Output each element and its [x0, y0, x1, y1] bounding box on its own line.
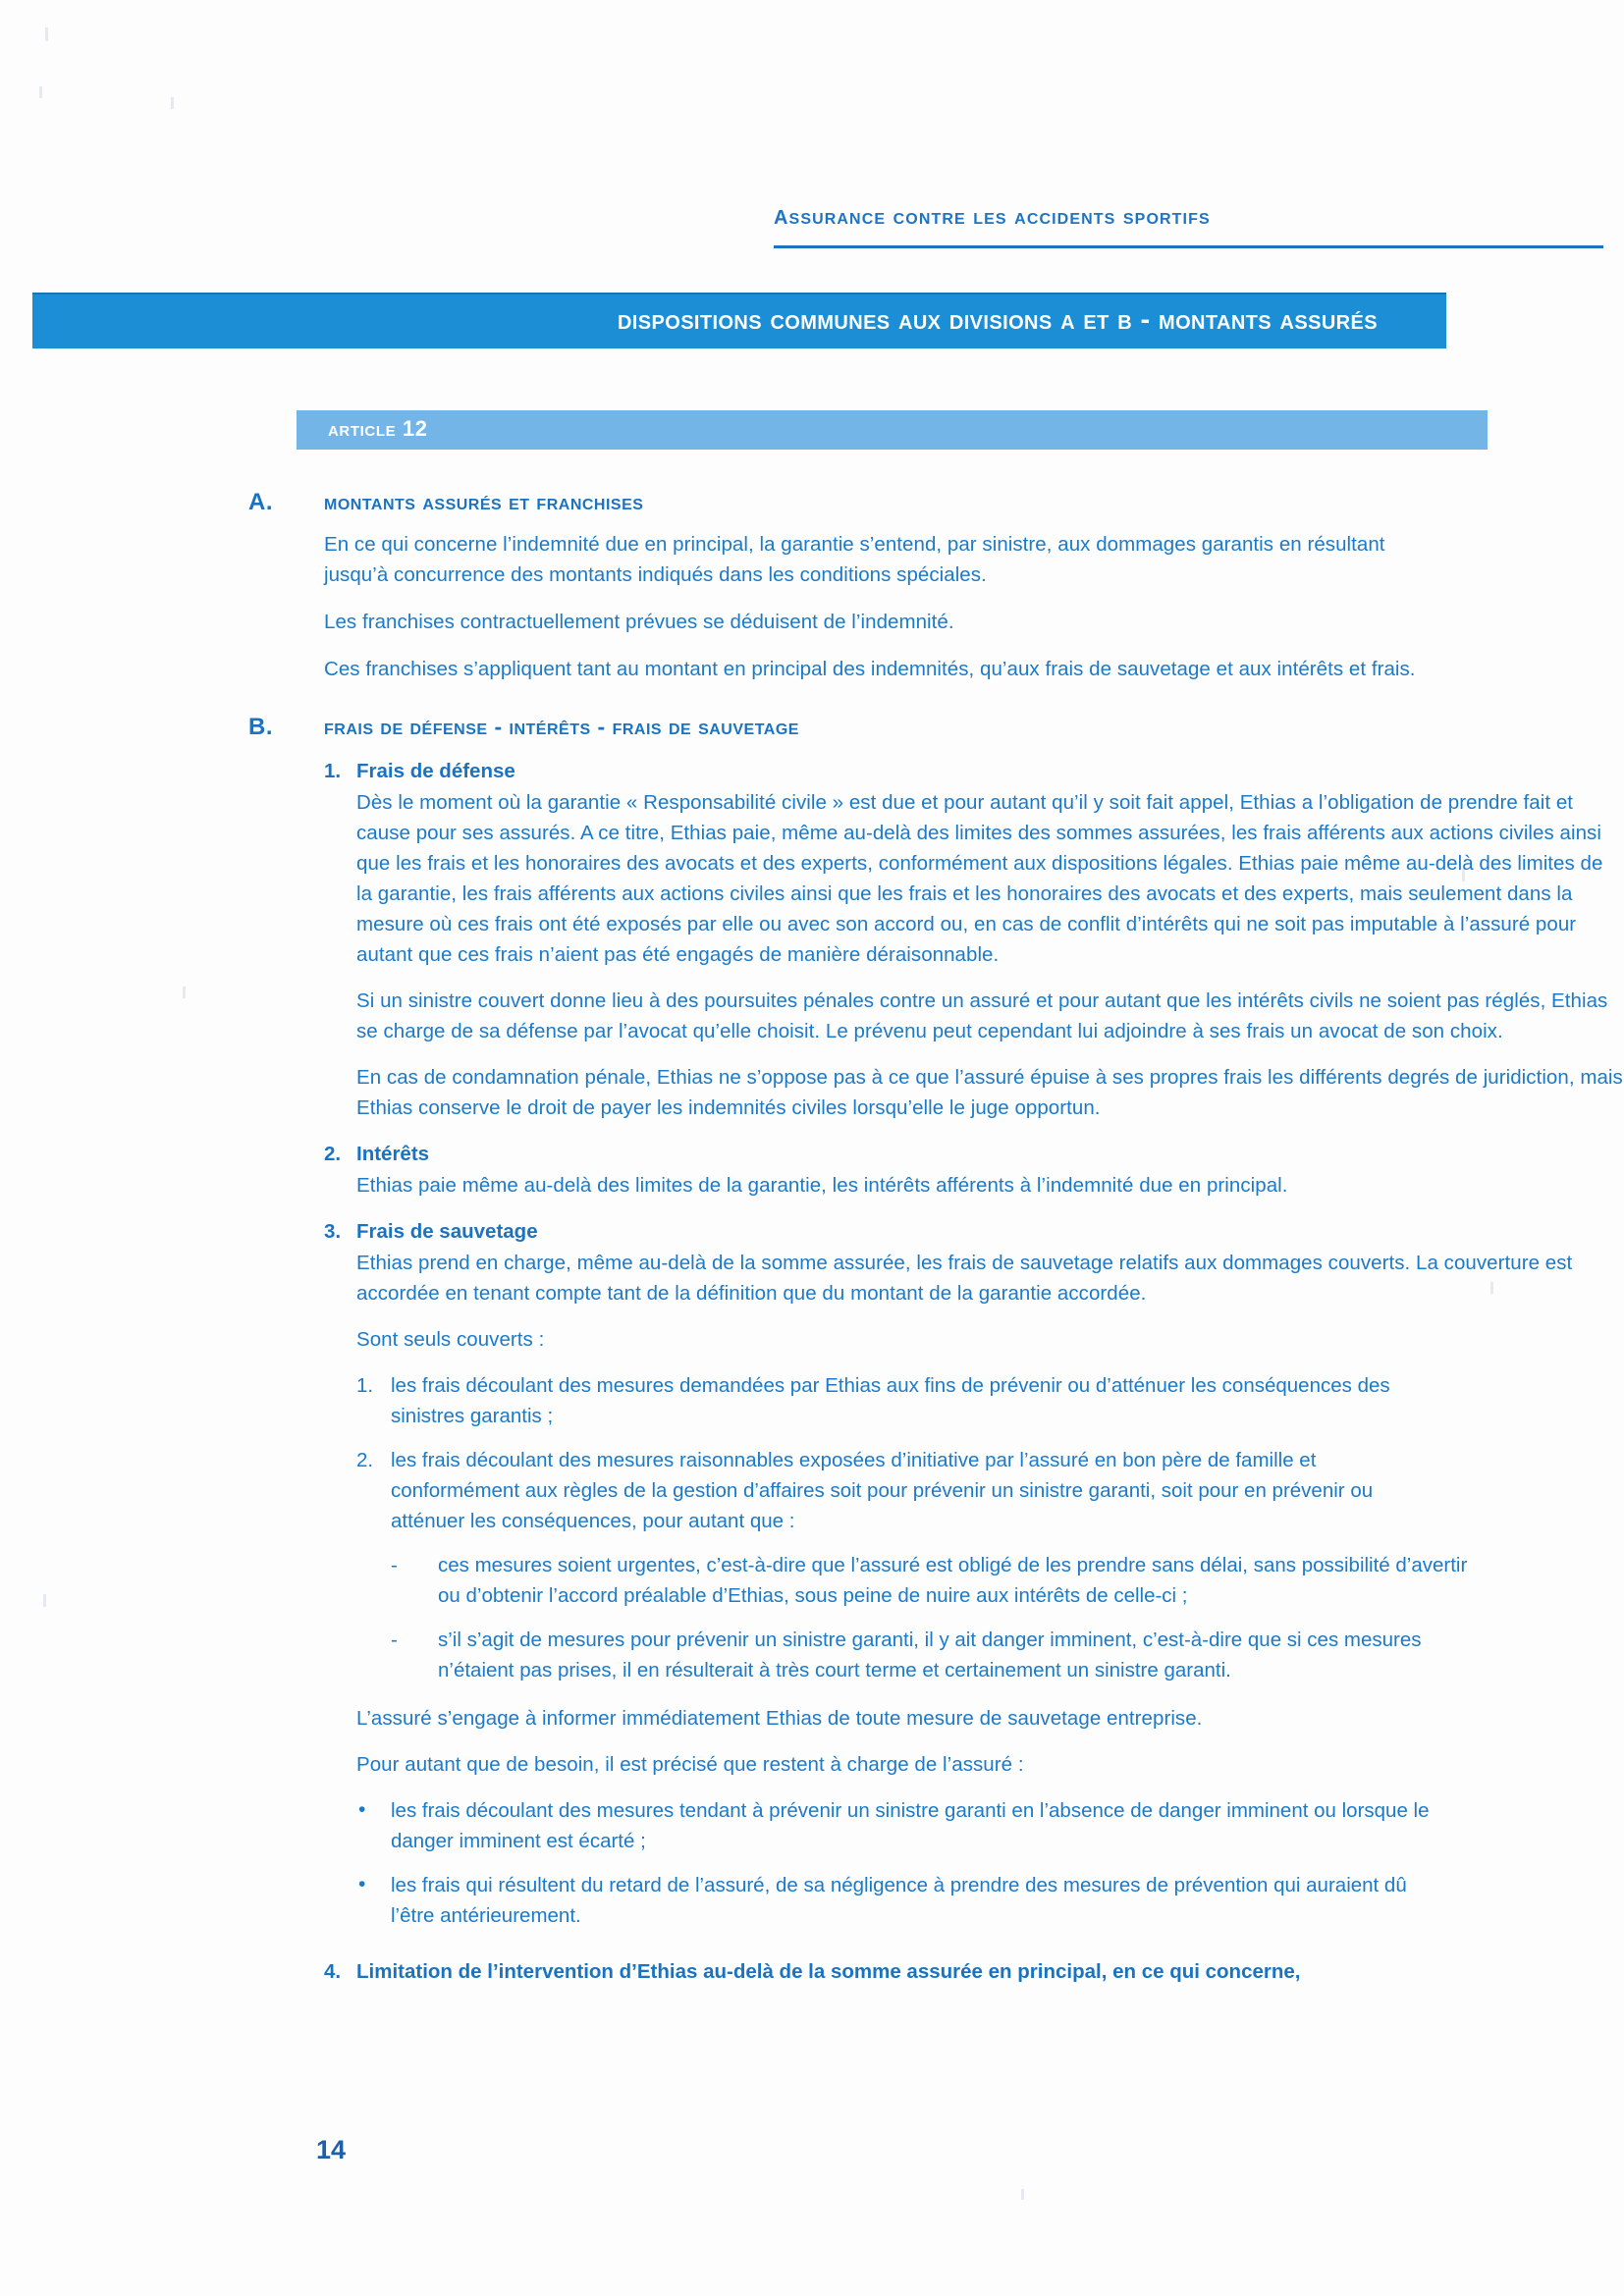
list-marker: 2.: [356, 1449, 374, 1471]
list-item: [391, 1550, 1624, 1611]
list-item: [391, 1625, 1624, 1685]
scan-speck: [171, 97, 174, 109]
subsection-1-paragraph-2: Si un sinistre couvert donne lieu à des poursuites pénales contre un assuré et pour autant que les intérêts civils ne soient pas réglés, Ethias se charge de sa défense par l’avocat qu’elle choisit. Le prévenu peut cependant lui adjoindre à ses frais un avocat de son choix.: [356, 989, 1608, 1042]
excluded-costs-list: [356, 1795, 1624, 1931]
section-a-paragraph-2: Les franchises contractuellement prévues se déduisent de l’indemnité.: [324, 611, 954, 633]
subsection-3-number: 3.: [324, 1220, 342, 1243]
section-banner-title: dispositions communes aux divisions a et b - montants assurés: [617, 304, 1378, 336]
section-a-title: montants assurés et franchises: [324, 489, 644, 514]
section-b-title: frais de défense - intérêts - frais de sauvetage: [324, 714, 799, 739]
subsection-1: [0, 760, 1624, 1123]
list-item: [356, 1445, 1624, 1536]
list-marker: -: [391, 1629, 398, 1651]
list-item-text: ces mesures soient urgentes, c’est-à-dire que l’assuré est obligé de les prendre sans délai, sans possibilité d’avertir ou d’obtenir l’accord préalable d’Ethias, sous peine de nuire aux intérêts de celle-ci ;: [438, 1554, 1468, 1607]
subsection-2-number: 2.: [324, 1143, 342, 1165]
list-item: [356, 1870, 1624, 1931]
list-item-text: les frais découlant des mesures demandées par Ethias aux fins de prévenir ou d’atténuer les conséquences des sinistres garantis ;: [391, 1374, 1390, 1427]
running-header: [774, 199, 1608, 232]
subsection-2-title: Intérêts: [356, 1143, 430, 1165]
subsection-3-title: Frais de sauvetage: [356, 1220, 538, 1243]
list-item-text: les frais découlant des mesures raisonnables exposées d’initiative par l’assuré en bon père de famille et conformément aux règles de la gestion d’affaires soit pour prévenir un sinistre garanti, soit pour en prévenir ou atténuer les conséquences, pour autant que :: [391, 1449, 1374, 1532]
subsection-3: [0, 1220, 1624, 1931]
subsection-2-paragraph-1: Ethias paie même au-delà des limites de la garantie, les intérêts afférents à l’indemnité due en principal.: [356, 1174, 1288, 1197]
scan-speck: [1021, 2189, 1024, 2200]
section-banner: [32, 293, 1446, 348]
subsection-1-paragraph-3: En cas de condamnation pénale, Ethias ne s’oppose pas à ce que l’assuré épuise à ses propres frais les différents degrés de juridiction, mais Ethias conserve le droit de payer les indemnités civiles lorsqu’elle le juge opportun.: [356, 1066, 1623, 1119]
article-bar-label: article 12: [328, 416, 428, 441]
list-item-text: s’il s’agit de mesures pour prévenir un sinistre garanti, il y ait danger imminent, c’est-à-dire que si ces mesures n’étaient pas prises, il en résulterait à très court terme et certainement un sinistre garanti.: [438, 1629, 1422, 1682]
subsection-3-after-paragraph-2: Pour autant que de besoin, il est précisé que restent à charge de l’assuré :: [356, 1753, 1024, 1776]
section-a-letter: A.: [248, 489, 273, 515]
subsection-2: [0, 1143, 1624, 1201]
list-marker: 1.: [356, 1374, 374, 1397]
running-header-text: assurance contre les accidents sportifs: [774, 199, 1211, 231]
list-item: [356, 1370, 1624, 1431]
subsection-4: [0, 1960, 1624, 1984]
subsection-3-after-paragraph-1: L’assuré s’engage à informer immédiatement Ethias de toute mesure de sauvetage entreprise.: [356, 1707, 1203, 1730]
section-a-heading: [0, 489, 1624, 515]
subsection-1-number: 1.: [324, 760, 342, 782]
list-marker: •: [358, 1873, 366, 1896]
section-b-heading: [0, 714, 1624, 740]
article-bar: [297, 410, 1488, 450]
subsection-4-title: Limitation de l’intervention d’Ethias au-delà de la somme assurée en principal, en ce qui concerne,: [356, 1960, 1301, 1983]
covered-costs-list: [356, 1370, 1624, 1536]
subsection-3-paragraph-2: Sont seuls couverts :: [356, 1328, 545, 1351]
subsection-4-number: 4.: [324, 1960, 342, 1983]
scan-speck: [39, 86, 42, 98]
page-number: 14: [316, 2135, 347, 2164]
subsection-3-paragraph-1: Ethias prend en charge, même au-delà de la somme assurée, les frais de sauvetage relatifs aux dommages couverts. La couverture est accordée en tenant compte tant de la définition que du montant de la garantie accordée.: [356, 1252, 1573, 1305]
section-a-paragraph-1: En ce qui concerne l’indemnité due en principal, la garantie s’entend, par sinistre, aux dommages garantis en résultant jusqu’à concurrence des montants indiqués dans les conditions spéciales.: [324, 533, 1385, 586]
scan-speck: [45, 27, 48, 41]
list-item: [356, 1795, 1624, 1856]
list-item-text: les frais qui résultent du retard de l’assuré, de sa négligence à prendre des mesures de prévention qui auraient dû l’être antérieurement.: [391, 1874, 1407, 1927]
section-a-paragraph-3: Ces franchises s’appliquent tant au montant en principal des indemnités, qu’aux frais de sauvetage et aux intérêts et frais.: [324, 658, 1416, 680]
subsection-1-paragraph-1: Dès le moment où la garantie « Responsabilité civile » est due et pour autant qu’il y soit fait appel, Ethias a l’obligation de prendre fait et cause pour ses assurés. A ce titre, Ethias paie, même au-delà des limites des sommes assurées, les frais afférents aux actions civiles ainsi que les frais et les honoraires des avocats et des experts, conformément aux dispositions légales. Ethias paie même au-delà des limites de la garantie, les frais afférents aux actions civiles ainsi que les frais et les honoraires des avocats et des experts, mais seulement dans la mesure où ces frais ont été exposés par elle ou avec son accord ou, en cas de conflit d’intérêts qui ne soit pas imputable à l’assuré pour autant que ces frais n’aient pas été engagés de manière déraisonnable.: [356, 791, 1603, 966]
list-marker: •: [358, 1798, 366, 1821]
running-header-rule: [774, 245, 1603, 248]
page-content: [0, 489, 1624, 1984]
list-marker: -: [391, 1554, 398, 1576]
subsection-1-title: Frais de défense: [356, 760, 515, 782]
conditions-list: [391, 1550, 1624, 1685]
list-item-text: les frais découlant des mesures tendant à prévenir un sinistre garanti en l’absence de danger imminent ou lorsque le danger imminent est écarté ;: [391, 1799, 1430, 1852]
section-b-letter: B.: [248, 714, 273, 740]
